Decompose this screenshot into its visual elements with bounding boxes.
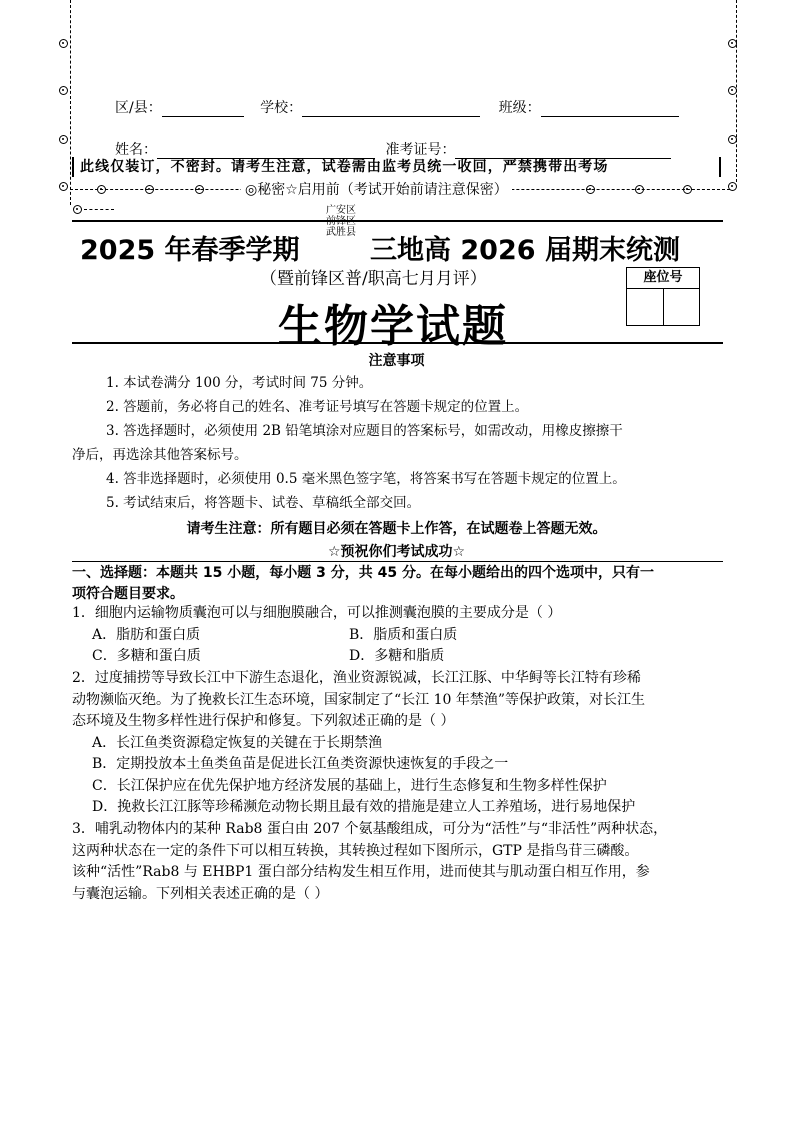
seat-cell-left[interactable] — [627, 289, 664, 325]
notes-warning: 请考生注意：所有题目必须在答题卡上作答，在试题卷上答题无效。 — [186, 521, 607, 537]
region-2: 前锋区 — [326, 216, 356, 227]
note-item-5: 5. 考试结束后，将答题卡、试卷、草稿纸全部交回。 — [106, 495, 421, 511]
binding-ring-icon — [59, 86, 68, 95]
q3-stem-line1: 3．哺乳动物体内的某种 Rab8 蛋白由 207 个氨基酸组成，可分为“活性”与“非活性”两种状态， — [72, 821, 668, 837]
note-item-2: 2. 答题前，务必将自己的姓名、准考证号填写在答题卡规定的位置上。 — [106, 399, 529, 415]
q2-option-d: D．挽救长江江豚等珍稀濒危动物长期且最有效的措施是建立人工养殖场，进行易地保护 — [92, 799, 636, 815]
binding-ring-icon — [728, 39, 737, 48]
notes-heading: 注意事项 — [368, 353, 425, 369]
q1-option-b: B．脂质和蛋白质 — [349, 626, 458, 643]
school-field[interactable] — [302, 102, 480, 117]
binding-ring-icon — [728, 135, 737, 144]
section1-heading — [72, 563, 723, 605]
region-1: 广安区 — [326, 205, 356, 216]
note-item-1: 1. 本试卷满分 100 分，考试时间 75 分钟。 — [106, 375, 373, 391]
binding-ring-icon — [59, 182, 68, 191]
section1-heading-line2: 项符合题目要求。 — [72, 586, 184, 602]
title-regions — [323, 205, 359, 238]
q2-option-a: A．长江鱼类资源稳定恢复的关键在于长期禁渔 — [92, 734, 383, 751]
note-item-3-cont: 净后，再选涂其他答案标号。 — [72, 447, 248, 463]
q3-stem-line4: 与囊泡运输。下列相关表述正确的是（ ） — [72, 885, 329, 902]
q2-option-c: C．长江保护应在优先保护地方经济发展的基础上，进行生态修复和生物多样性保护 — [92, 777, 607, 794]
q3-stem-line3: 该种“活性”Rab8 与 EHBP1 蛋白部分结构发生相互作用，进而使其与肌动蛋白相互作用，参 — [72, 864, 650, 880]
school-label: 学校： — [260, 100, 303, 116]
q1-option-c: C．多糖和蛋白质 — [92, 648, 201, 664]
question-2 — [72, 668, 723, 819]
q2-option-b: B．定期投放本土鱼类鱼苗是促进长江鱼类资源快速恢复的手段之一 — [92, 756, 509, 772]
header-row-1 — [115, 97, 679, 117]
title-exam-name: 三地高 2026 届期末统测 — [370, 235, 680, 266]
binding-ring-icon — [728, 86, 737, 95]
q2-stem-line2: 动物濒临灭绝。为了挽救长江生态环境，国家制定了“长江 10 年禁渔”等保护政策，对长江生 — [72, 691, 646, 708]
q1-option-d: D．多糖和脂质 — [349, 648, 445, 664]
notes-wish: ☆预祝你们考试成功☆ — [327, 544, 466, 560]
class-label: 班级： — [498, 100, 541, 116]
secret-line: ◎秘密☆启用前（考试开始前请注意保密） — [241, 179, 512, 199]
title-year-term: 2025 年春季学期 — [80, 235, 300, 266]
q3-stem-line2: 这两种状态在一定的条件下可以相互转换，其转换过程如下图所示，GTP 是指鸟苷三磷酸。 — [72, 842, 639, 859]
header-row-2 — [115, 139, 671, 159]
binding-ring-icon — [73, 205, 82, 214]
binding-ring-icon — [59, 135, 68, 144]
seat-cell-right[interactable] — [664, 289, 699, 325]
q2-stem-line3: 态环境及生物多样性进行保护和修复。下列叙述正确的是（ ） — [72, 713, 455, 729]
subject-title: 生物学试题 — [278, 301, 508, 352]
q2-stem-line1: 2．过度捕捞等导致长江中下游生态退化，渔业资源锐减，长江江豚、中华鲟等长江特有珍稀 — [72, 670, 641, 686]
q1-stem: 1．细胞内运输物质囊泡可以与细胞膜融合，可以推测囊泡膜的主要成分是（ ） — [72, 605, 562, 621]
notes-list — [72, 371, 723, 515]
seat-box — [626, 267, 700, 326]
section1-heading-line1: 一、选择题：本题共 15 小题，每小题 3 分，共 45 分。在每小题给出的四个选项中，只有一 — [72, 565, 654, 581]
left-binding-line — [70, 0, 71, 205]
seat-label: 座位号 — [627, 268, 699, 289]
class-field[interactable] — [541, 102, 679, 117]
title-top-rule — [72, 220, 723, 222]
section-rule — [72, 561, 723, 562]
region-3: 武胜县 — [326, 227, 356, 238]
question-1 — [72, 603, 723, 668]
district-field[interactable] — [162, 102, 244, 117]
title-subtitle: （暨前锋区普/职高七月月评） — [260, 269, 487, 289]
seal-line-text: 此线仅装订，不密封。请考生注意，试卷需由监考员统一收回，严禁携带出考场 — [72, 157, 721, 177]
name-label: 姓名： — [115, 142, 157, 158]
note-item-3: 3. 答选择题时，必须使用 2B 铅笔填涂对应题目的答案标号，如需改动，用橡皮擦擦干 — [106, 423, 623, 439]
title-bottom-rule — [72, 342, 723, 344]
note-item-4: 4. 答非选择题时，必须使用 0.5 毫米黑色签字笔，将答案书写在答题卡规定的位置上。 — [106, 471, 626, 487]
dash-segment — [84, 209, 114, 210]
district-label: 区/县： — [115, 100, 162, 116]
question-3 — [72, 819, 723, 905]
exam-no-label: 准考证号： — [385, 142, 456, 158]
q1-option-a: A．脂肪和蛋白质 — [92, 626, 201, 643]
binding-ring-icon — [59, 39, 68, 48]
